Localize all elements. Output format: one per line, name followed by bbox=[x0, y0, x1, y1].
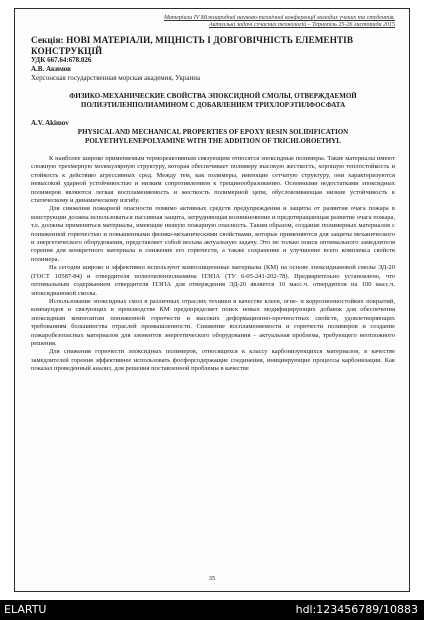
repository-footer-bar bbox=[0, 600, 424, 620]
author-name-ru: А.В. Акимов bbox=[31, 65, 71, 73]
udk-code: УДК 667.64:678.026 bbox=[31, 56, 92, 64]
document-page bbox=[14, 8, 410, 592]
page-number: 35 bbox=[208, 575, 216, 582]
paragraph-5: Для снижения горючести эпоксидных полимеров, относящихся к классу карбонизующихся материалов, в качестве замедлителей горения эффективнее использовать фосфорсодержащие соединения, инициирующие процессы карбонизации. Как показал проведенный анализ, для решения поставленной проблемы в качестве bbox=[31, 348, 395, 373]
handle-id: hdl:123456789/10883 bbox=[295, 603, 418, 616]
section-heading: Секція: НОВІ МАТЕРІАЛИ, МІЦНІСТЬ І ДОВГОВІЧНІСТЬ ЕЛЕМЕНТІВ КОНСТРУКЦІЙ bbox=[31, 35, 354, 56]
paragraph-2: Для снижения пожарной опасности помимо активных средств предупреждения и защиты от развития очага пожара в конструкции должна использоваться пассивная защита, затрудняющая возникновение и предотвращающая развитие очага пожара, т.е. должны применяться материалы, имеющие низкую пожарную опасность. Таким образом, создание полимерных материалов с пониженной горючестью и повышенными физико-механическими свойствами, которые применяются для защиты механического и энергетического оборудования, представляет собой весьма актуальную задачу. Это не только поиск оптимального замедлителя горения для конкретного материала и снижение его горючести, а также сохранение и улучшение всего комплекса свойств полимера. bbox=[31, 205, 395, 263]
title-ru: ФИЗИКО-МЕХАНИЧЕСКИЕ СВОЙСТВА ЭПОКСИДНОЙ СМОЛЫ, ОТВЕРЖДАЕМОЙ ПОЛИЭТИЛЕНПОЛИАМИНОМ С ДОБАВЛЕНИЕМ ТРИХЛОРЭТИЛФОСФАТА bbox=[69, 92, 357, 109]
running-head bbox=[31, 15, 395, 29]
affiliation: Херсонская государственная морская академия, Украина bbox=[31, 74, 201, 82]
author-name-en: A.V. Akimov bbox=[31, 119, 69, 127]
repository-name: ELARTU bbox=[4, 603, 47, 616]
paragraph-4: Использование эпоксидных смол в различных отраслях техники в качестве клеев, огне- и коррозионностойких покрытий, компаундов и связующих в производстве КМ предопределяет поиск новых модифицирующих добавок для обеспечения эпоксидным композитам пониженной горючести и высоких деформационно-прочностных свойств, удовлетворяющих требованиям большинства отраслей промышленности. Снижение воспламеняемости и горючести полимеров и создание пожаробезопасных материалов для элементов энергетического оборудования – актуальная проблема, требующего неотложного решения. bbox=[31, 297, 395, 347]
title-en: PHYSICAL AND MECHANICAL PROPERTIES OF EPOXY RESIN SOLIDIFICATION POLYETHYLENEPOLYAMINE WITH THE ADDITION OF TRICHLOROETHYL bbox=[77, 128, 349, 145]
page-content bbox=[31, 15, 395, 374]
paragraph-3: На сегодня широко и эффективно используют композиционные материалы (КМ) на основе эпоксидиановой смолы ЭД-20 (ГОСТ 10587-84) и отвердителя полиэтиленполиамина ПЭПА (ТУ 6-05-241-202-78). Предварительно установлено, что оптимальным содержанием отвердителя ПЭПА для отверждения ЭД-20 является 10 масс.ч. отвердителя на 100 масс.ч. эпоксидиановой смолы. bbox=[31, 264, 395, 297]
running-head-line-2: Актуальні задачі сучасних технологій – Тернопіль 25-26 листопада 2015 bbox=[208, 22, 395, 28]
running-head-line-1: Матеріали IV Міжнародної науково-технічної конференції молодих учених та студентів. bbox=[164, 15, 395, 21]
article-body bbox=[31, 155, 395, 374]
paragraph-1: К наиболее широко применяемым термореактивным связующим относятся эпоксидные полимеры. Такие материалы имеют сложную трехмерную молекулярную структуру, которая обеспечивает полимеру высокую жесткость, хорошую теплостойкость и стойкость к действию агрессивных сред. Между тем, как полимеры, имеющие сетчатую структуру, они характеризуются невысокой ударной устойчивостью и низким сопротивлением к трещинообразованию. Основными недостатками эпоксидных полимеров являются легкая воспламеняемость и жесткость полимерной цепи, обусловливающая низкие устойчивость к статическому и динамическому изгибу. bbox=[31, 155, 395, 205]
